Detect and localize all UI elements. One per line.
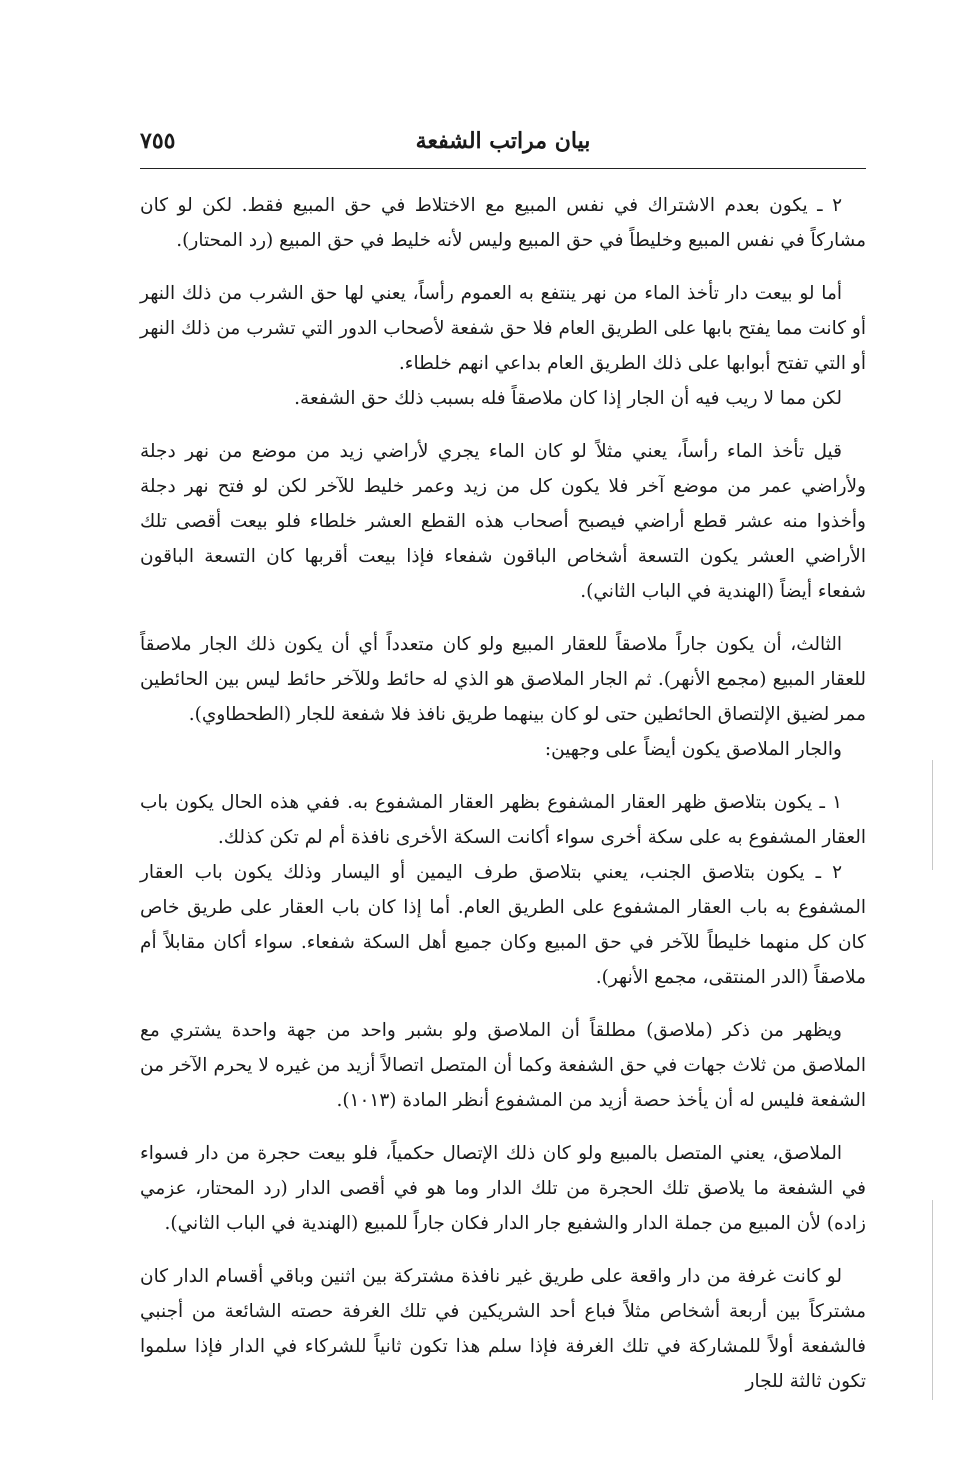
paragraph: لكن مما لا ريب فيه أن الجار إذا كان ملاصقاً فله بسبب ذلك حق الشفعة. xyxy=(294,388,842,409)
header-rule xyxy=(140,168,866,169)
paragraph: لو كانت غرفة من دار واقعة على طريق غير نافذة مشتركة بين اثنين وباقي أقسام الدار كان مشتركاً بين أربعة أشخاص مثلاً فباع أحد الشريكين في تلك الغرفة حصته الشائعة من أجنبي فالشفعة أولاً للمشاركة في تلك الغرفة فإذا سلم هذا تكون ثانياً للشركاء في الدار فإذا سلموا تكون ثالثة للجار xyxy=(140,1266,866,1392)
page-header xyxy=(140,128,866,164)
paragraph: ٢ ـ يكون بعدم الاشتراك في نفس المبيع مع الاختلاط في حق المبيع فقط. لكن لو كان مشاركاً في نفس المبيع وخليطاً في حق المبيع وليس لأنه خليط في حق المبيع (رد المحتار). xyxy=(140,195,866,251)
page-body xyxy=(140,188,866,1399)
paragraph: الثالث، أن يكون جاراً ملاصقاً للعقار المبيع ولو كان متعدداً أي أن يكون ذلك الجار ملاصقاً للعقار المبيع (مجمع الأنهر). ثم الجار الملاصق هو الذي له حائط وللآخر حائط ليس بين الحائطين ممر لضيق الإلتصاق الحائطين حتى لو كان بينهما طريق نافذ فلا شفعة للجار (الطحطاوي). xyxy=(140,634,866,725)
paragraph: والجار الملاصق يكون أيضاً على وجهين: xyxy=(544,739,842,760)
scan-edge-mark xyxy=(932,760,933,870)
paragraph: ويظهر من ذكر (ملاصق) مطلقاً أن الملاصق ولو بشبر واحد من جهة واحدة يشتري مع الملاصق من ثلاث جهات في حق الشفعة وكما أن المتصل اتصالاً أزيد من غيره لا يحرم الآخر من الشفعة فليس له أن يأخذ حصة أزيد من المشفوع أنظر المادة (١٠١٣). xyxy=(140,1020,866,1111)
page-number: ٧٥٥ xyxy=(140,128,176,154)
running-title: بيان مراتب الشفعة xyxy=(415,128,591,154)
paragraph: أما لو بيعت دار تأخذ الماء من نهر ينتفع به العموم رأساً، يعني لها حق الشرب من ذلك النهر أو كانت مما يفتح بابها على الطريق العام فلا حق شفعة لأصحاب الدور التي تشرب من ذلك النهر أو التي تفتح أبوابها على ذلك الطريق العام بداعي انهم خلطاء. xyxy=(140,283,866,374)
paragraph: ٢ ـ يكون بتلاصق الجنب، يعني بتلاصق طرف اليمين أو اليسار وذلك يكون باب العقار المشفوع به باب العقار المشفوع على الطريق العام. أما إذا كان باب العقار على طريق خاص كان كل منهما خليطاً للآخر في حق المبيع وكان جميع أهل السكة شفعاء. سواء أكان مقابلاً أم ملاصقاً (الدر المنتقى، مجمع الأنهر). xyxy=(140,862,866,988)
paragraph: قيل تأخذ الماء رأساً، يعني مثلاً لو كان الماء يجري لأراضي زيد من موضع من نهر دجلة ولأراضي عمر من موضع آخر فلا يكون كل من زيد وعمر خليط للآخر لكن لو فتح نهر دجلة وأخذوا منه عشر قطع أراضي فيصبح أصحاب هذه القطع العشر خلطاء فلو بيعت أقصى تلك الأراضي العشر يكون التسعة أشخاص الباقون شفعاء فإذا بيعت أقربها كان التسعة الباقون شفعاء أيضاً (الهندية في الباب الثاني). xyxy=(140,441,866,602)
scan-edge-mark xyxy=(932,1200,933,1400)
paragraph: ١ ـ يكون بتلاصق ظهر العقار المشفوع بظهر العقار المشفوع به. ففي هذه الحال يكون باب العقار المشفوع به على سكة أخرى سواء أكانت السكة الأخرى نافذة أم لم تكن كذلك. xyxy=(140,792,866,848)
paragraph: الملاصق، يعني المتصل بالمبيع ولو كان ذلك الإتصال حكمياً، فلو بيعت حجرة من دار فسواء في الشفعة ما يلاصق تلك الحجرة من تلك الدار وما هو في أقصى الدار (رد المحتار، عزمي زاده) لأن المبيع من جملة الدار والشفيع جار الدار فكان جاراً للمبيع (الهندية في الباب الثاني). xyxy=(140,1143,866,1234)
